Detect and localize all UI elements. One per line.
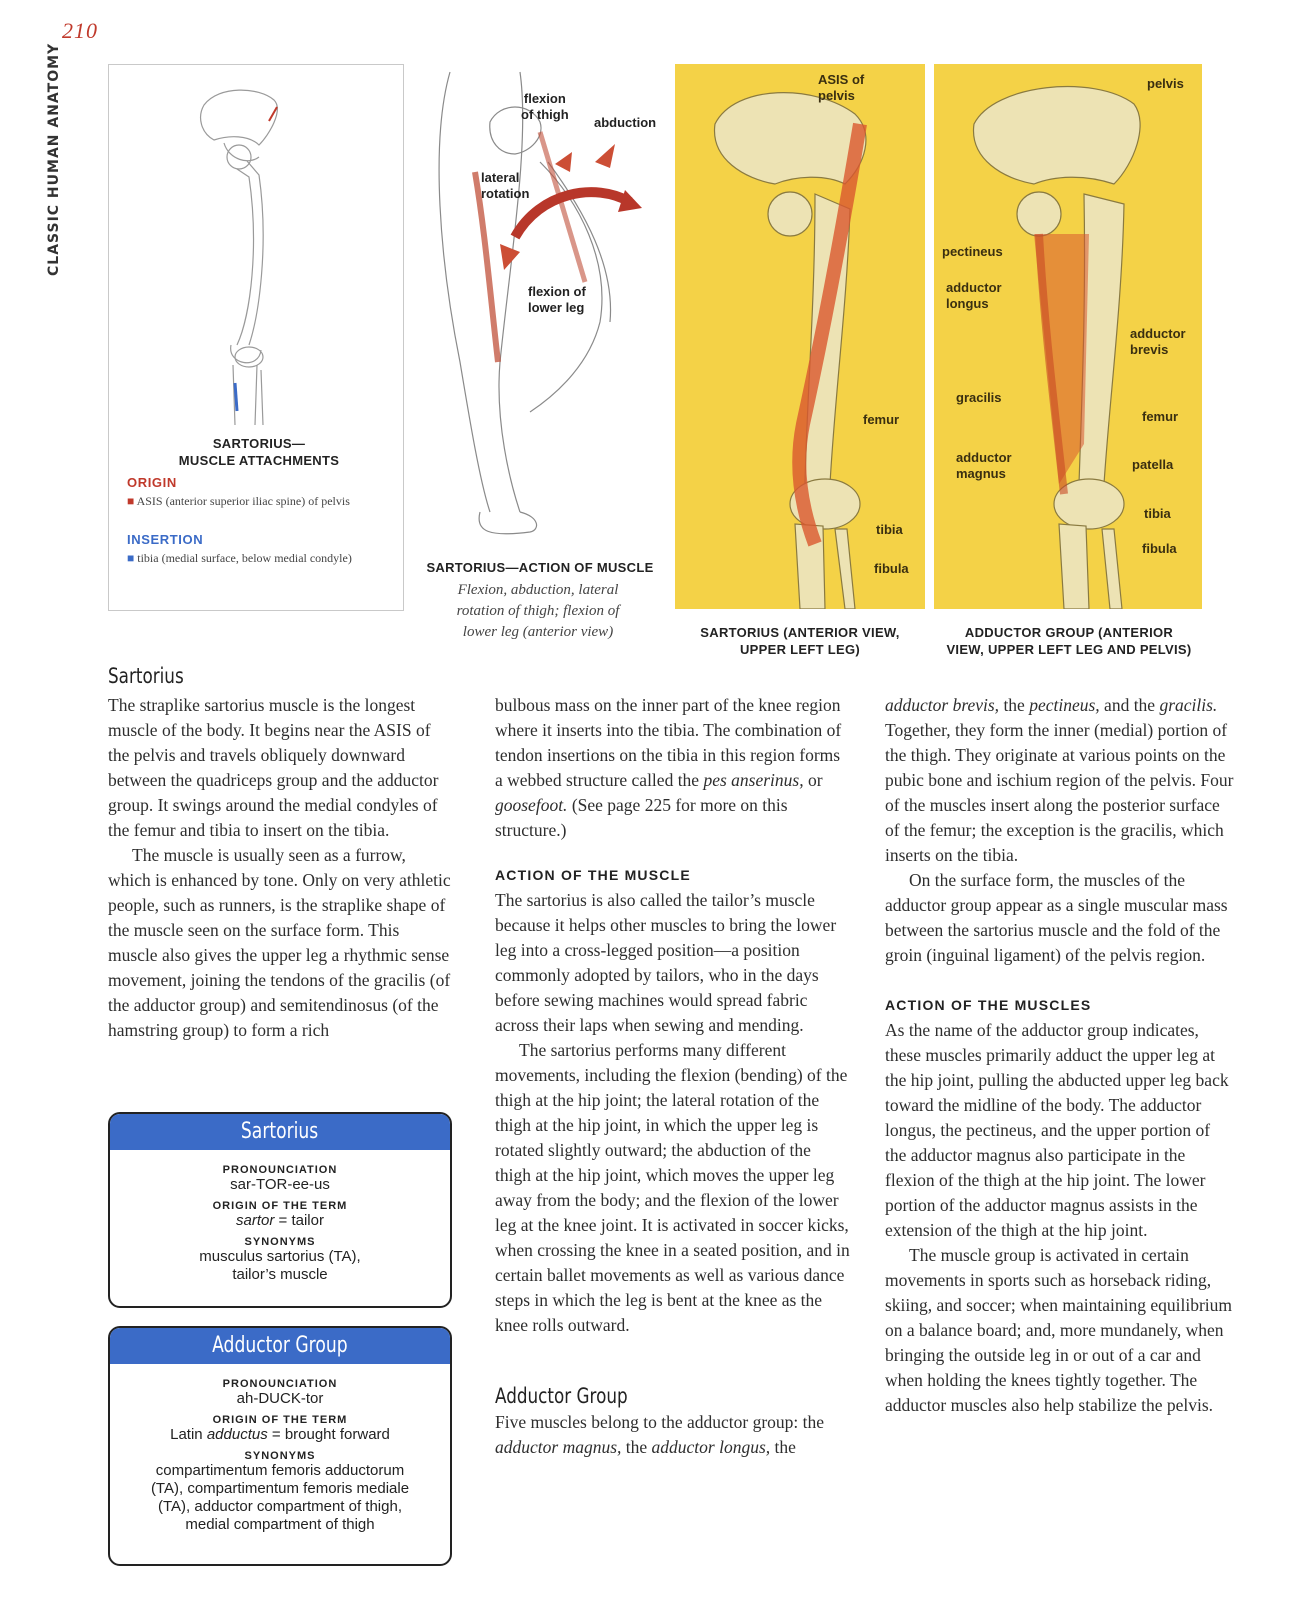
label-asis-of-pelvis: ASIS of pelvis	[818, 72, 865, 103]
sartorius-p1: The straplike sartorius muscle is the longest muscle of the body. It begins near the ASIS of the pelvis and travels obliquely downward between the quadriceps group and the adductor group. It swings around the medial condyles of the femur and tibia to insert on the tibia.	[108, 695, 439, 840]
insertion-item	[127, 550, 357, 566]
sartorius-heading: Sartorius	[108, 664, 184, 688]
label-fibula-adductor: fibula	[1142, 541, 1177, 556]
origin-label: ORIGIN	[127, 475, 177, 490]
page-number: 210	[62, 18, 98, 43]
adductor-action-p2: The muscle group is activated in certain movements in sports such as horseback riding, skiing, and soccer; when maintaining equilibrium on a balance board; and, more mundanely, when bringing the outside leg in or out of a car and when holding the knees tightly together. The adductor muscles also help stabilize the pelvis.	[885, 1245, 1233, 1415]
insertion-bullet-icon: ■	[127, 551, 135, 565]
label-flexion-of-thigh: flexion of thigh	[521, 91, 569, 122]
info-box-sartorius-title	[110, 1114, 450, 1150]
info-box-sartorius-title-text: Sartorius	[241, 1119, 319, 1144]
sartorius-pron-label: PRONOUNCIATION	[222, 1164, 338, 1176]
adductor-action-p1: As the name of the adductor group indicates, these muscles primarily adduct the upper leg at the hip joint, pulling the abducted upper leg back toward the midline of the body. The adductor longus, the pectineus, and the upper portion of the adductor magnus also participate in the flexion of the thigh at the hip joint. The lower portion of the adductor magnus assists in the extension of the thigh at the hip joint.	[885, 1020, 1229, 1240]
column-1	[108, 693, 453, 1043]
adductor-p2: On the surface form, the muscles of the adductor group appear as a single muscular mass between the sartorius muscle and the fold of the groin (inguinal ligament) of the pelvis region.	[885, 870, 1228, 965]
label-femur: femur	[863, 412, 900, 427]
sartorius-origin-label: ORIGIN OF THE TERM	[212, 1200, 348, 1212]
sartorius-action-p1: The sartorius is also called the tailor’s muscle because it helps other muscles to bring the lower leg into a cross-legged position—a position commonly adopted by tailors, who in the days before sewing machines would spread fabric across their laps when sewing and mending.	[495, 890, 837, 1035]
adductor-origin: Latin adductus = brought forward	[170, 1426, 390, 1443]
label-pectineus: pectineus	[942, 244, 1003, 259]
label-tibia-adductor: tibia	[1144, 506, 1171, 521]
running-head	[40, 42, 70, 280]
action-subcaption: Flexion, abduction, lateral rotation of thigh; flexion of lower leg (anterior view)	[456, 582, 620, 640]
info-box-adductor-title	[110, 1328, 450, 1364]
figure-adductor-anterior	[934, 64, 1202, 609]
adductor-heading: Adductor Group	[495, 1384, 628, 1408]
sartorius-p3: bulbous mass on the inner part of the knee region where it inserts into the tibia. The combination of tendon insertions on the tibia in this region forms a webbed structure called the pes anserinus, or goosefoot. (See page 225 for more on this structure.)	[495, 695, 842, 840]
label-fibula: fibula	[874, 561, 909, 576]
adductor-pron-label: PRONOUNCIATION	[222, 1378, 338, 1390]
column-3	[885, 693, 1235, 1418]
insertion-label: INSERTION	[127, 532, 204, 547]
origin-item	[127, 493, 357, 509]
sartorius-origin: sartor = tailor	[236, 1212, 324, 1229]
origin-bullet-icon: ■	[127, 494, 135, 508]
action-caption: SARTORIUS—ACTION OF MUSCLE	[426, 560, 654, 575]
running-head-text: CLASSIC HUMAN ANATOMY	[46, 42, 62, 276]
label-patella: patella	[1132, 457, 1174, 472]
figure-sartorius-anterior	[675, 64, 925, 609]
origin-text: ASIS (anterior superior iliac spine) of pelvis	[136, 494, 350, 508]
label-lateral-rotation: lateral rotation	[481, 170, 530, 201]
label-abduction: abduction	[594, 115, 657, 130]
column-2	[495, 693, 850, 1460]
adductor-view-caption: ADDUCTOR GROUP (ANTERIOR VIEW, UPPER LEFT LEG AND PELVIS)	[946, 625, 1192, 657]
label-gracilis: gracilis	[956, 390, 1002, 405]
adductor-p1-start: Five muscles belong to the adductor group: the adductor magnus, the adductor longus, the	[495, 1412, 825, 1457]
sartorius-synonyms: musculus sartorius (TA), tailor’s muscle	[199, 1248, 361, 1283]
sartorius-action-p2: The sartorius performs many different movements, including the flexion (bending) of the thigh at the hip joint; the lateral rotation of the thigh at the hip joint, in which the upper leg is rotated slightly outward; the abduction of the thigh at the hip joint, which moves the upper leg away from the body; and the flexion of the lower leg at the knee joint. It is activated in soccer kicks, when crossing the knee in a seated position, and in certain ballet movements as well as various dance steps in which the leg is bent at the knee as the knee rolls outward.	[495, 1040, 850, 1335]
adductor-synonyms: compartimentum femoris adductorum (TA), compartimentum femoris mediale (TA), adductor compartment of thigh, medial compartment of thigh	[150, 1462, 410, 1533]
sartorius-view-caption: SARTORIUS (ANTERIOR VIEW, UPPER LEFT LEG)	[700, 625, 900, 657]
figure-muscle-action	[420, 62, 675, 575]
sartorius-pron: sar-TOR-ee-us	[230, 1176, 330, 1193]
info-box-sartorius	[108, 1112, 452, 1308]
info-box-adductor	[108, 1326, 452, 1566]
adductor-p1-cont: adductor brevis, the pectineus, and the gracilis. Together, they form the inner (medial) portion of the thigh. They originate at various points on the pubic bone and ischium region of the pelvis. Four of the muscles insert along the posterior surface of the femur; the exception is the gracilis, which inserts on the tibia.	[885, 695, 1234, 865]
info-box-adductor-title-text: Adductor Group	[212, 1333, 348, 1358]
label-tibia: tibia	[876, 522, 903, 537]
label-pelvis: pelvis	[1147, 76, 1184, 91]
skeleton-leg-illustration	[109, 65, 403, 425]
sartorius-action-heading: ACTION OF THE MUSCLE	[495, 867, 691, 883]
label-adductor-longus: adductor longus	[946, 280, 1002, 311]
sartorius-syn-label: SYNONYMS	[244, 1236, 316, 1248]
label-adductor-brevis: adductor brevis	[1130, 326, 1186, 357]
adductor-syn-label: SYNONYMS	[244, 1450, 316, 1462]
sartorius-p2: The muscle is usually seen as a furrow, which is enhanced by tone. Only on very athletic people, such as runners, is the straplike shape of the muscle seen on the surface form. This muscle also gives the upper leg a rhythmic sense movement, joining the tendons of the gracilis (of the adductor group) and semitendinosus (of the hamstring group) to form a rich	[108, 845, 451, 1040]
figure-muscle-attachments	[108, 64, 404, 611]
adductor-origin-label: ORIGIN OF THE TERM	[212, 1414, 348, 1426]
adductor-action-heading: ACTION OF THE MUSCLES	[885, 997, 1092, 1013]
insertion-text: tibia (medial surface, below medial condyle)	[137, 551, 352, 565]
attachments-title: SARTORIUS— MUSCLE ATTACHMENTS	[178, 436, 340, 468]
adductor-pron: ah-DUCK-tor	[236, 1390, 324, 1407]
label-femur-adductor: femur	[1142, 409, 1179, 424]
label-adductor-magnus: adductor magnus	[956, 450, 1012, 481]
label-flexion-of-lower-leg: flexion of lower leg	[528, 284, 586, 315]
